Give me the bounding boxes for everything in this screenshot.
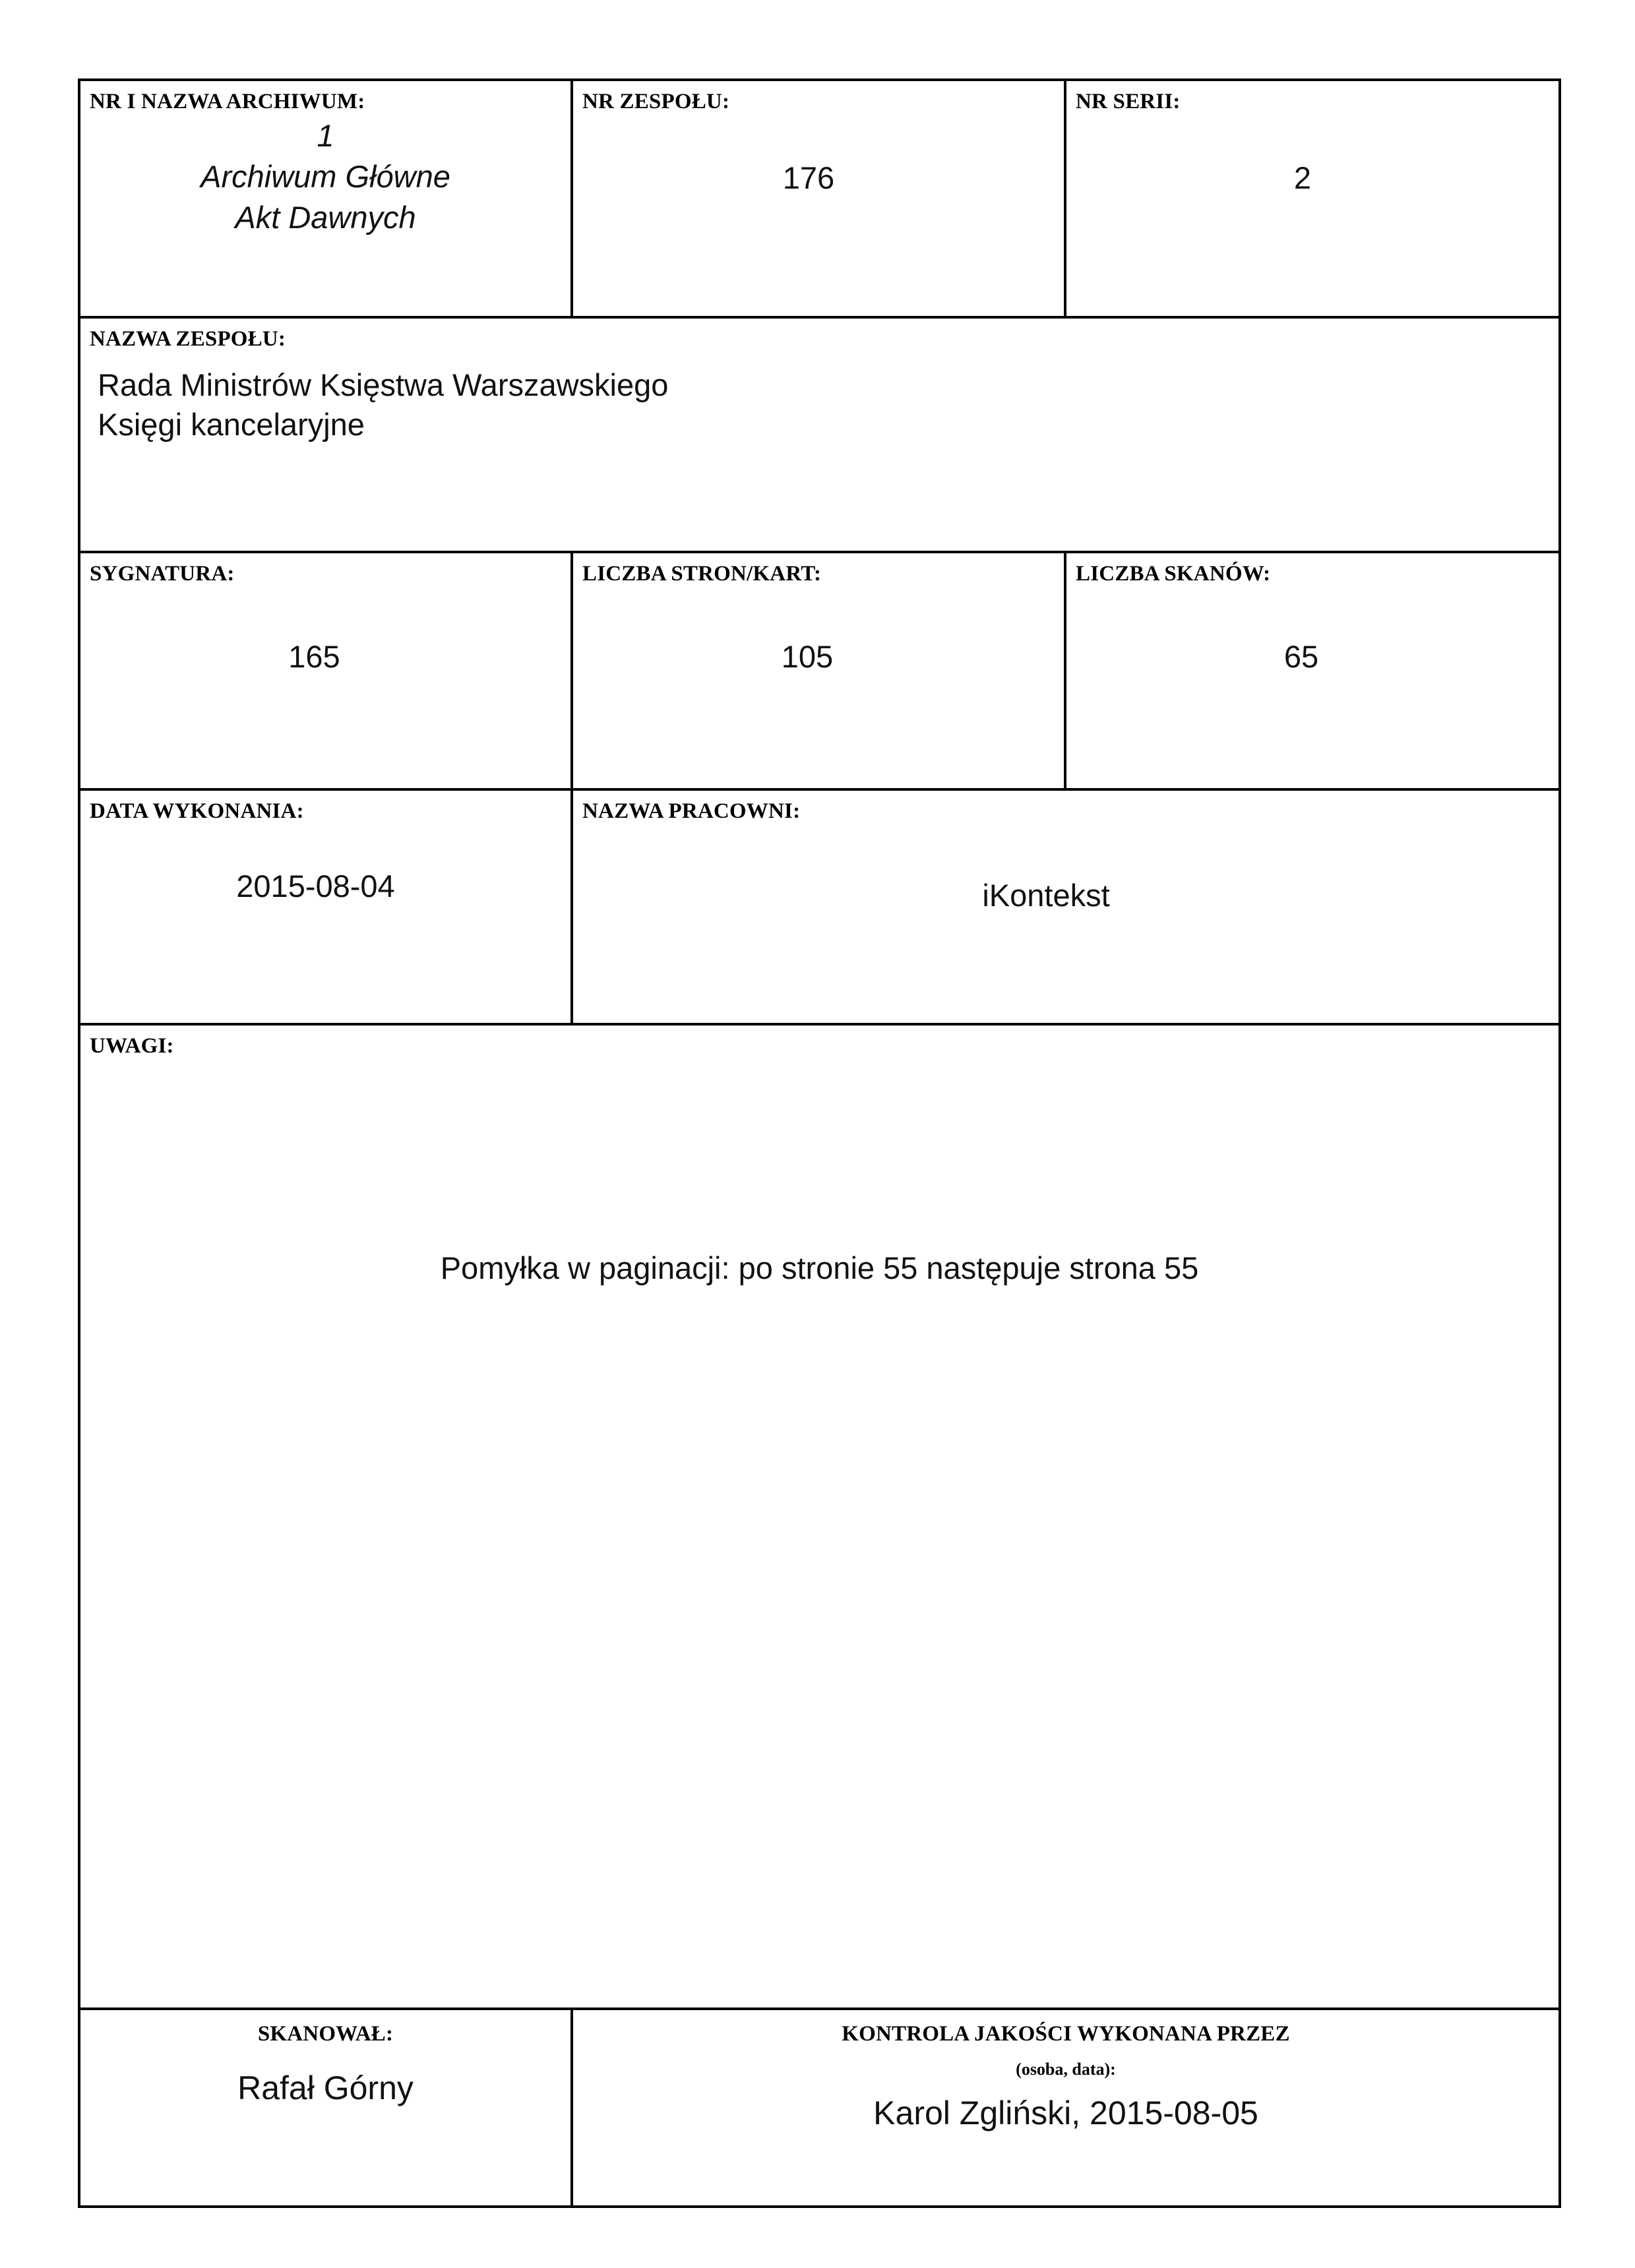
archival-metadata-form bbox=[78, 78, 1561, 2208]
value-archive-number: 1 bbox=[317, 117, 334, 153]
table-row bbox=[79, 1024, 1560, 2009]
cell-date-performed bbox=[79, 789, 572, 1024]
value-studio-name: iKontekst bbox=[982, 877, 1110, 913]
label-date-performed: DATA WYKONANIA: bbox=[90, 799, 304, 823]
value-notes: Pomyłka w paginacji: po stronie 55 następuje strona 55 bbox=[440, 1250, 1199, 1285]
value-signature: 165 bbox=[288, 638, 340, 674]
value-scans-count: 65 bbox=[1283, 638, 1319, 674]
label-archive-number-and-name: NR I NAZWA ARCHIWUM: bbox=[90, 90, 365, 113]
label-scanned-by: SKANOWAŁ: bbox=[257, 2022, 394, 2046]
value-fonds-name-line1: Rada Ministrów Księstwa Warszawskiego bbox=[98, 367, 669, 402]
table-row bbox=[79, 317, 1560, 552]
value-scanned-by: Rafał Górny bbox=[237, 2069, 414, 2106]
value-series-number: 2 bbox=[1293, 160, 1312, 195]
label-studio-name: NAZWA PRACOWNI: bbox=[582, 799, 801, 823]
sublabel-quality-control: (osoba, data): bbox=[1016, 2060, 1116, 2079]
value-pages-count: 105 bbox=[781, 638, 834, 674]
table-row bbox=[79, 80, 1560, 317]
cell-scanned-by bbox=[79, 2009, 572, 2207]
table-row bbox=[79, 2009, 1560, 2207]
value-date-performed: 2015-08-04 bbox=[236, 868, 395, 904]
cell-series-number bbox=[1065, 80, 1560, 317]
table-row bbox=[79, 552, 1560, 789]
cell-fonds-name bbox=[79, 317, 1560, 552]
cell-scans-count bbox=[1065, 552, 1560, 789]
cell-studio-name bbox=[572, 789, 1560, 1024]
label-signature: SYGNATURA: bbox=[90, 562, 235, 586]
cell-quality-control bbox=[572, 2009, 1560, 2207]
cell-notes bbox=[79, 1024, 1560, 2009]
label-quality-control: KONTROLA JAKOŚCI WYKONANA PRZEZ bbox=[842, 2022, 1290, 2046]
label-pages-count: LICZBA STRON/KART: bbox=[582, 562, 822, 586]
label-fonds-name: NAZWA ZESPOŁU: bbox=[90, 327, 286, 351]
cell-pages-count bbox=[572, 552, 1065, 789]
value-fonds-name-line2: Księgi kancelaryjne bbox=[98, 407, 365, 443]
value-quality-control: Karol Zgliński, 2015-08-05 bbox=[873, 2095, 1258, 2131]
value-fonds-number: 176 bbox=[782, 160, 835, 195]
value-archive-name-line2: Akt Dawnych bbox=[235, 200, 416, 235]
label-notes: UWAGI: bbox=[90, 1034, 174, 1058]
label-fonds-number: NR ZESPOŁU: bbox=[582, 90, 730, 113]
cell-signature bbox=[79, 552, 572, 789]
cell-fonds-number bbox=[572, 80, 1065, 317]
table-row bbox=[79, 789, 1560, 1024]
cell-archive-number-and-name bbox=[79, 80, 572, 317]
value-archive-name-line1: Archiwum Główne bbox=[201, 159, 450, 195]
label-series-number: NR SERII: bbox=[1076, 90, 1181, 113]
label-scans-count: LICZBA SKANÓW: bbox=[1076, 562, 1271, 586]
